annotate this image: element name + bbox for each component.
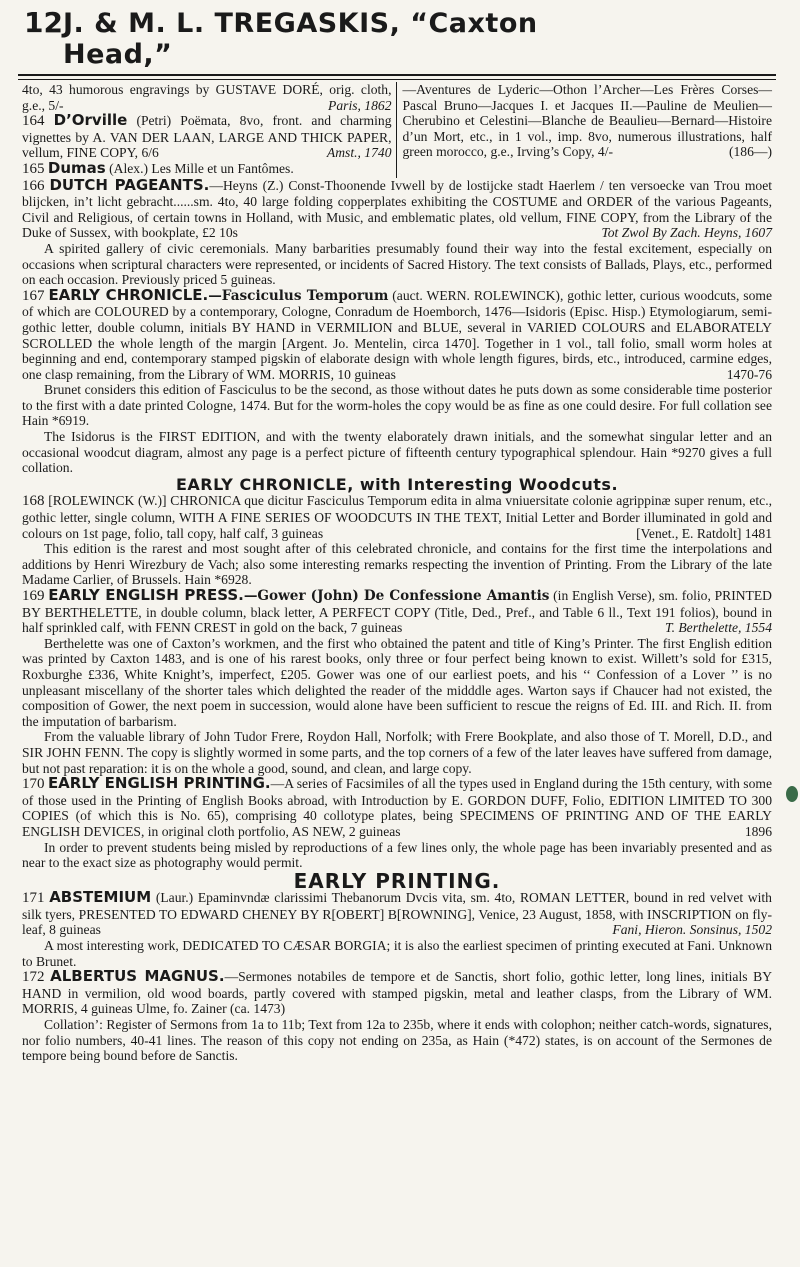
- entry-title: ALBERTUS MAGNUS.: [50, 967, 225, 986]
- entry-title: ABSTEMIUM: [49, 888, 152, 907]
- left-column: [18, 82, 396, 178]
- entry-172: 172 ALBERTUS MAGNUS.—Sermones notabiles de tempore et de Sanctis, short folio, gothic letter, long lines, initials BY HAND in vermilion, old wood boards, partly covered with stamped pigskin, metal and leather clasps, from the Library of WM. MORRIS, 4 guineas Ulme, fo. Zainer (ca. 1473): [22, 967, 773, 1017]
- entry-168: 168 [ROLEWINCK (W.)] CHRONICA que dicitur Fasciculus Temporum edita in alma vniuersitate colonie agrippinæ super renum, etc., gothic letter, single column, WITH A FINE SERIES OF WOODCUTS IN THE TEXT, Initial Letter and Border illuminated in gold and colours on 1st page, folio, tall copy, half calf, 3 guineas [Venet., E. Ratdolt] 1481: [22, 493, 772, 541]
- entry-title: D’Orville: [53, 111, 128, 130]
- entry-170: 170 EARLY ENGLISH PRINTING.—A series of Facsimiles of all the types used in England during the 15th century, with some of those used in the Printing of English Books abroad, with Introduction by E. GORDON DUFF, Folio, EDITION LIMITED TO 300 COPIES (of which this is No. 65), comprising 40 collotype plates, being SPECIMENS OF PRINTING AND OF THE EARLY ENGLISH DEVICES, in original cloth portfolio, AS NEW, 2 guineas 1896: [22, 774, 772, 839]
- catalogue-body: [18, 175, 776, 1064]
- section-heading: EARLY PRINTING.: [293, 868, 501, 893]
- entry-note: The Isidorus is the FIRST EDITION, and with the twenty elaborately drawn initials, and the somewhat singular letter and an occasional woodcut diagram, almost any page is a perfect picture of fifteenth century typographical splendour. Hain *9270 gives a full collation.: [22, 429, 772, 476]
- entry-note: Collation’: Register of Sermons from 1a to 11b; Text from 12a to 235b, where it ends with colophon; neither catch-words, signatures, nor folio numbers, 40-41 lines. The reason of this copy not ending on 235a, as Hain (*472) states, is on account of the Sermones de tempore being bound before de Sanctis.: [22, 1017, 772, 1064]
- entry-note: A most interesting work, DEDICATED TO CÆSAR BORGIA; it is also the earliest specimen of printing executed at Fani. Unknown to Brunet.: [22, 938, 772, 969]
- entry-164: 164 D’Orville (Petri) Poëmata, 8vo, front. and charming vignettes by A. VAN DER LAAN, LARGE AND THICK PAPER, vellum, FINE COPY, 6/6 Amst., 1740: [22, 111, 392, 161]
- page-number: 12: [24, 6, 63, 39]
- section-heading: EARLY CHRONICLE, with Interesting Woodcuts.: [175, 474, 619, 494]
- entry-title: EARLY ENGLISH PRINTING.: [47, 774, 271, 793]
- entry-title: DUTCH PAGEANTS.: [49, 175, 210, 194]
- running-head: J. & M. L. TREGASKIS, “Caxton Head,”: [62, 8, 538, 70]
- header-rule: [18, 79, 776, 80]
- right-column: [396, 82, 777, 178]
- entry-note: A spirited gallery of civic ceremonials. Many barbarities presumably found their way into the festal excitement, especially on occasions when scriptural characters were represented, or incidents of Sacred History. The text consists of Ballads, Plays, etc., performed on each occasion. Previously priced 5 guineas.: [22, 240, 772, 288]
- entry-165-continued: —Aventures de Lyderic—Othon l’Archer—Les Frères Corses—Pascal Bruno—Jacques I. et Jacques II.—Pauline de Meulien—Cherubino et Celestini—Blanche de Beaulieu—Bernard—Histoire d’un Mort, etc., in 1 vol., imp. 8vo, numerous illustrations, half green morocco, g.e., Irving’s Copy, 4/- (186—): [402, 82, 772, 160]
- entry-note: This edition is the rarest and most sought after of this celebrated chronicle, and contains for the first time the interpolations and additions by Henri Wirezbury de Vach; also some interesting remarks respecting the invention of Printing. From the Library of the late Madame Carlier, of Brussels. Hain *6928.: [22, 541, 772, 588]
- margin-ink-blot: [786, 786, 798, 802]
- entry-note: Berthelette was one of Caxton’s workmen, and the first who obtained the patent and title of King’s Printer. The first English edition was printed by Caxton 1483, and is one of his rarest books, only three or four perfect being known to exist. Willett’s sold for £315, Roxburghe £336, White Knight’s, imperfect, £205. Gower was one of our earliest poets, and his ‘‘ Confession of a Lover ’’ is no unpleasant miscellany of the shorter tales which delighted the reader of the midddle ages. Warton says if Chaucer had not existed, the composition of Gower, the next poem in succession, would alone have been sufficient to rescue the reigns of Ed. III. and Rich. II. from the imputation of barbarism.: [22, 635, 772, 729]
- entry-title: Dumas: [47, 158, 106, 177]
- entry-note: From the valuable library of John Tudor Frere, Roydon Hall, Norfolk; with Frere Bookplate, and also those of T. Morell, D.D., and SIR JOHN FENN. The copy is slightly wormed in some parts, and the top corners of a few of the later leaves have suffered from damage, but not past reparation: it is on the whole a good, sound, and clean, and large copy.: [22, 729, 772, 776]
- entry-title: EARLY CHRONICLE.: [48, 285, 209, 304]
- entry-note: In order to prevent students being misled by reproductions of a few lines only, the whole page has been invariably presented and as near to the exact size as photography would permit.: [22, 839, 772, 871]
- entry-note: Brunet considers this edition of Fasciculus to be the second, as those without dates he puts down as some considerable time posterior to the first with a date printed Cologne, 1474. But for the worm-holes the copy would be as fine as one could desire. For full collation see Hain *6919.: [22, 382, 772, 429]
- entry-171: 171 ABSTEMIUM (Laur.) Epaminvndæ clarissimi Thebanorum Dvcis vita, sm. 4to, ROMAN LETTER, bound in red velvet with silk tyers, PRESENTED TO EDWARD CHENEY BY R[OBERT] B[ROWNING], Venice, 23 August, 1858, with INSCRIPTION on fly-leaf, 8 guineas Fani, Hieron. Sonsinus, 1502: [22, 888, 772, 938]
- two-column-block: [18, 82, 776, 178]
- entry-title: EARLY ENGLISH PRESS.: [48, 586, 244, 604]
- page-header: [18, 0, 776, 76]
- entry-166: 166 DUTCH PAGEANTS.—Heyns (Z.) Const-Thoonende Ivwell by de lostijcke stadt Haerlem / ten versoecke van Trou moet blijcken, in’t licht gebracht......sm. 4to, 40 large folding copperplates exhibiting the COSTUME and ORDER of the various Pageants, Civil and Religious, of certain towns in Holland, with Music, and emblematic plates, old vellum, FINE COPY, from the Library of the Duke of Sussex, with bookplate, £2 10s Tot Zwol By Zach. Heyns, 1607: [22, 175, 773, 241]
- entry-163-tail: 4to, 43 humorous engravings by GUSTAVE DORÉ, orig. cloth, g.e., 5/- Paris, 1862: [22, 82, 392, 113]
- entry-167: 167 EARLY CHRONICLE.—Fasciculus Temporum (auct. WERN. ROLEWINCK), gothic letter, curious woodcuts, some of which are COLOURED by a contemporary, Cologne, Conradum de Hoemborch, 1476—Isidoris (Episc. Hisp.) Etymologiarum, semi-gothic letter, double column, initials BY HAND in VERMILION and BLUE, several in VARIED COLOURS and ELABORATELY SCROLLED the whole length of the margin [Argent. Jo. Mentelin, circa 1470]. Together in 1 vol., tall folio, small worm holes at beginning and end, contemporary stamped pigskin of elaborate design with whole length figures, birds, etc., introduced, carmine edges, one clasp remaining, from the Library of WM. MORRIS, 10 guineas 1470-76: [22, 285, 772, 382]
- entry-165: 165 Dumas (Alex.) Les Mille et un Fantômes.: [22, 158, 294, 177]
- entry-169: 169 EARLY ENGLISH PRESS.—Gower (John) De Confessione Amantis (in English Verse), sm. folio, PRINTED BY BERTHELETTE, in double column, black letter, A PERFECT COPY (Title, Ded., Pref., and Table 6 ll., Text 191 folios), bound in half sprinkled calf, with FENN CREST in gold on the back, 7 guineas T. Berthelette, 1554: [22, 586, 772, 636]
